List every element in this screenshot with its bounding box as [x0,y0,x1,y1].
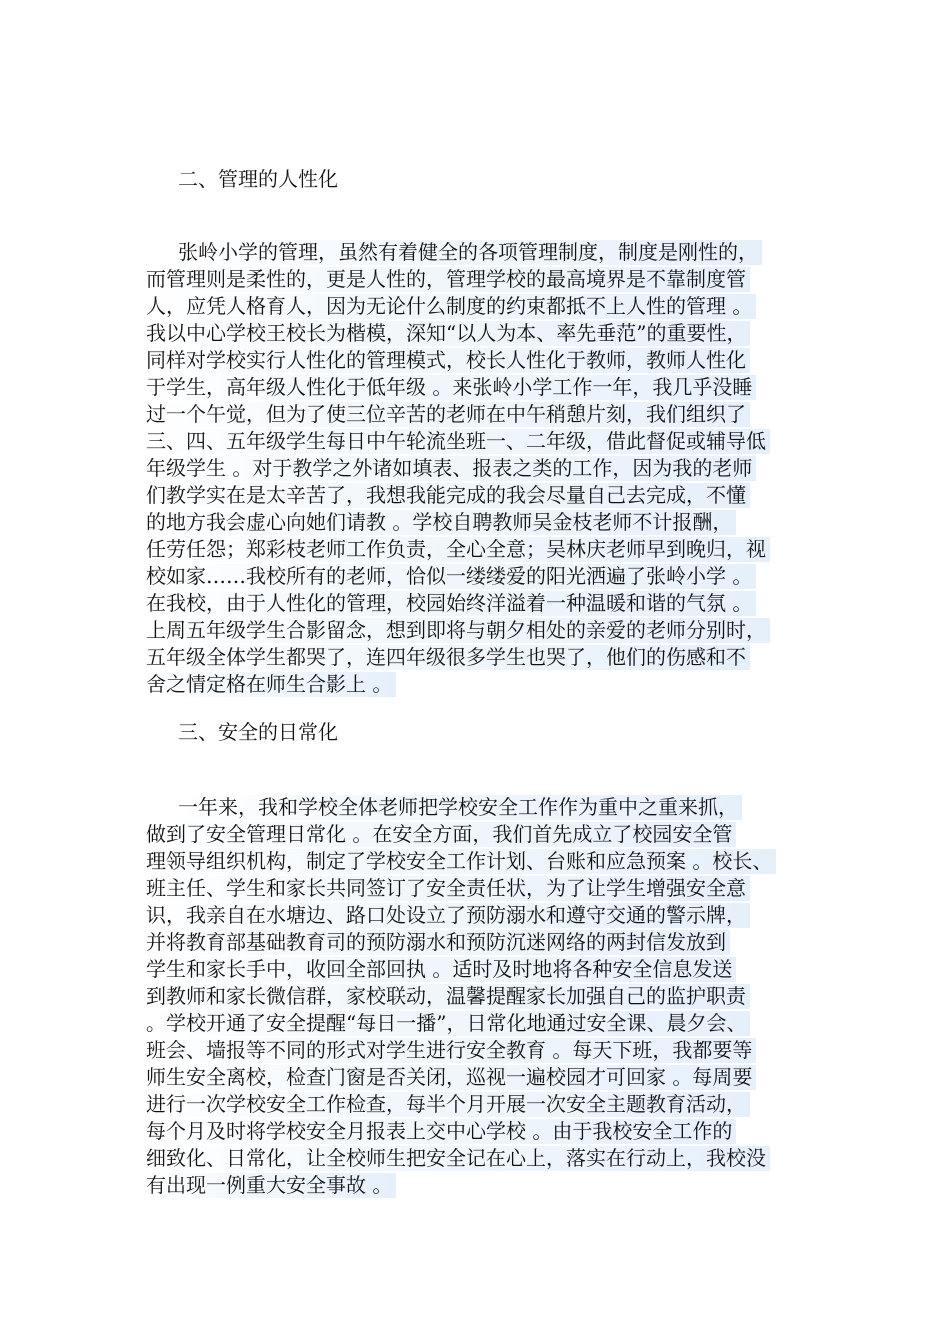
paragraph-line: 并将教育部基础教育司的预防溺水和预防沉迷网络的两封信发放到 [146,930,846,957]
paragraph-line: 们教学实在是太辛苦了，我想我能完成的我会尽量自己去完成，不懂 [146,483,846,510]
paragraph-line: 于学生，高年级人性化于低年级 。来张岭小学工作一年，我几乎没睡 [146,375,846,402]
paragraph-line: 任劳任怨；郑彩枝老师工作负责，全心全意；吴林庆老师早到晚归，视 [146,537,846,564]
paragraph-daily-safety [146,795,846,1200]
paragraph-line: 人，应凭人格育人，因为无论什么制度的约束都抵不上人性的管理 。 [146,294,846,321]
paragraph-line: 而管理则是柔性的，更是人性的，管理学校的最高境界是不靠制度管 [146,267,846,294]
paragraph-line: 在我校，由于人性化的管理，校园始终洋溢着一种温暖和谐的气氛 。 [146,591,846,618]
paragraph-line: 学生和家长手中，收回全部回执 。适时及时地将各种安全信息发送 [146,957,846,984]
paragraph-line: 三、四、五年级学生每日中午轮流坐班一、二年级，借此督促或辅导低 [146,429,846,456]
paragraph-line: 班会、墙报等不同的形式对学生进行安全教育 。每天下班，我都要等 [146,1038,846,1065]
paragraph-line: 一年来，我和学校全体老师把学校安全工作作为重中之重来抓， [146,795,846,822]
paragraph-line: 。学校开通了安全提醒“每日一播”，日常化地通过安全课、晨夕会、 [146,1011,846,1038]
paragraph-line: 每个月及时将学校安全月报表上交中心学校 。由于我校安全工作的 [146,1119,846,1146]
paragraph-humanized-management [146,240,846,699]
paragraph-line: 班主任、学生和家长共同签订了安全责任状，为了让学生增强安全意 [146,876,846,903]
paragraph-line: 理领导组织机构，制定了学校安全工作计划、台账和应急预案 。校长、 [146,849,846,876]
paragraph-line: 同样对学校实行人性化的管理模式，校长人性化于教师，教师人性化 [146,348,846,375]
paragraph-line: 我以中心学校王校长为楷模，深知“以人为本、率先垂范”的重要性， [146,321,846,348]
paragraph-line: 张岭小学的管理，虽然有着健全的各项管理制度，制度是刚性的， [146,240,846,267]
paragraph-line: 师生安全离校，检查门窗是否关闭，巡视一遍校园才可回家 。每周要 [146,1065,846,1092]
section-heading-daily-safety: 三、安全的日常化 [178,720,338,744]
paragraph-line: 过一个午觉，但为了使三位辛苦的老师在中午稍憩片刻，我们组织了 [146,402,846,429]
paragraph-line: 舍之情定格在师生合影上 。 [146,672,846,699]
paragraph-line: 年级学生 。对于教学之外诸如填表、报表之类的工作，因为我的老师 [146,456,846,483]
paragraph-line: 有出现一例重大安全事故 。 [146,1173,846,1200]
section-heading-humanized-management: 二、管理的人性化 [178,167,338,191]
paragraph-line: 的地方我会虚心向她们请教 。学校自聘教师吴金枝老师不计报酬， [146,510,846,537]
paragraph-line: 到教师和家长微信群，家校联动，温馨提醒家长加强自己的监护职责 [146,984,846,1011]
paragraph-line: 做到了安全管理日常化 。在安全方面，我们首先成立了校园安全管 [146,822,846,849]
paragraph-line: 上周五年级学生合影留念，想到即将与朝夕相处的亲爱的老师分别时， [146,618,846,645]
paragraph-line: 校如家……我校所有的老师，恰似一缕缕爱的阳光洒遍了张岭小学 。 [146,564,846,591]
paragraph-line: 识，我亲自在水塘边、路口处设立了预防溺水和遵守交通的警示牌， [146,903,846,930]
paragraph-line: 五年级全体学生都哭了，连四年级很多学生也哭了，他们的伤感和不 [146,645,846,672]
paragraph-line: 进行一次学校安全工作检查，每半个月开展一次安全主题教育活动， [146,1092,846,1119]
paragraph-line: 细致化、日常化，让全校师生把安全记在心上，落实在行动上，我校没 [146,1146,846,1173]
